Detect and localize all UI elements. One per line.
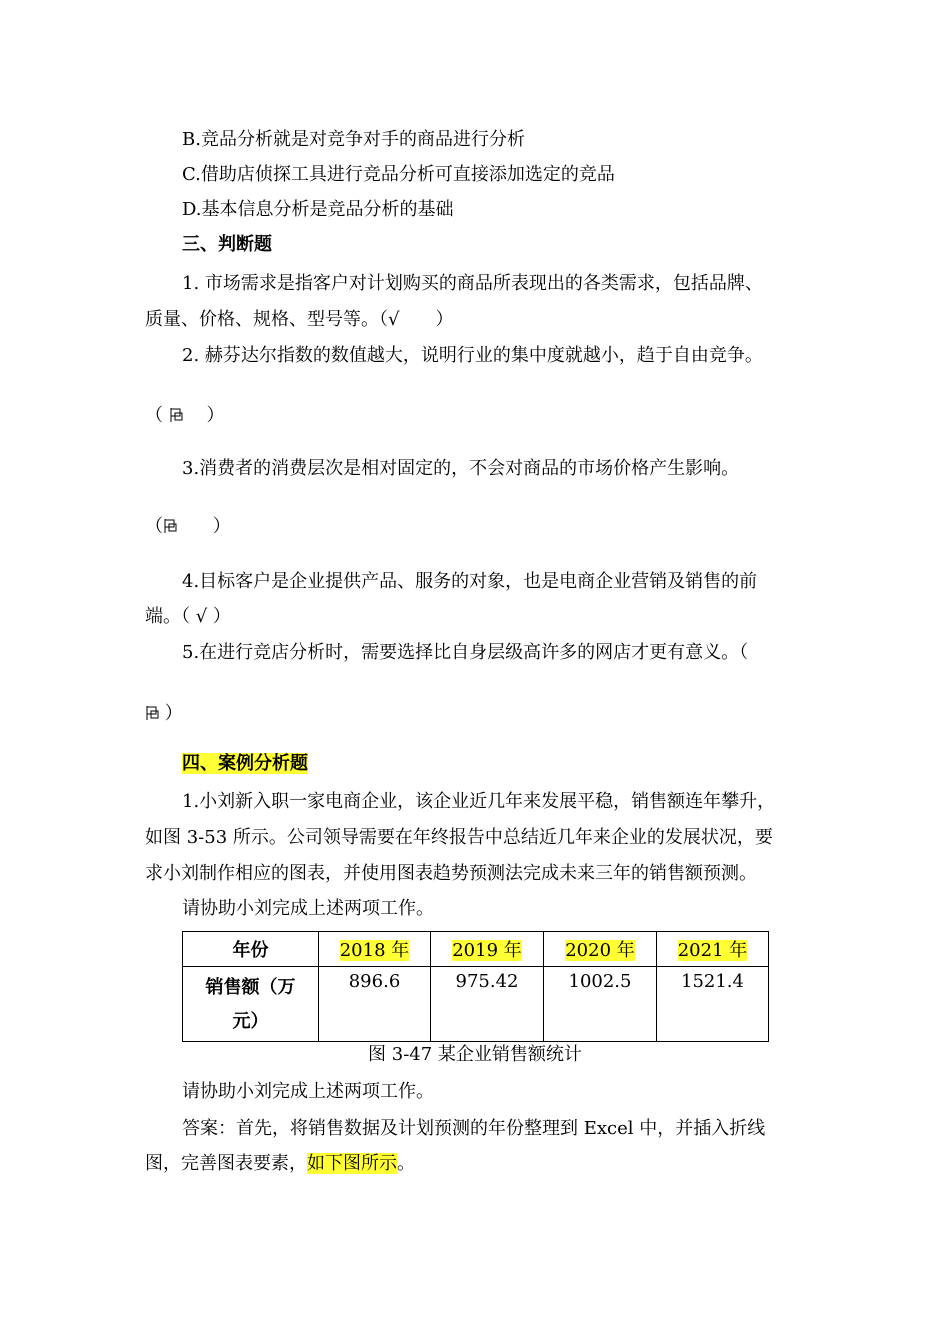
q2-line: 2. 赫芬达尔指数的数值越大，说明行业的集中度就越小，趋于自由竞争。 [182, 345, 763, 366]
q4-line-2: 端。（ √ ） [145, 606, 231, 627]
sales-value-2019: 975.42 [431, 967, 544, 1042]
q4-line-1: 4.目标客户是企业提供产品、服务的对象，也是电商企业营销及销售的前 [182, 571, 758, 592]
answer-line-1: 答案：首先，将销售数据及计划预测的年份整理到 Excel 中，并插入折线 [182, 1118, 766, 1139]
header-year-label: 年份 [183, 932, 319, 967]
q1-line-1: 1. 市场需求是指客户对计划购买的商品所表现出的各类需求，包括品牌、 [182, 273, 763, 294]
q2-answer-close: ） [206, 405, 225, 426]
year-cell [657, 932, 769, 967]
after-table-line: 请协助小刘完成上述两项工作。 [182, 1081, 434, 1102]
year-cell [319, 932, 431, 967]
flag-icon [169, 407, 183, 423]
sales-table [182, 931, 769, 1042]
q2-answer-open: （ [145, 405, 163, 426]
q3-answer-open: （ [145, 516, 163, 537]
section-3-title: 三、判断题 [182, 234, 272, 255]
answer-line-2 [145, 1152, 415, 1176]
q5-answer [145, 702, 183, 726]
q2-answer [145, 404, 224, 428]
case-line-2: 如图 3-53 所示。公司领导需要在年终报告中总结近几年来企业的发展状况，要 [145, 827, 773, 848]
table-row [183, 932, 769, 967]
case-line-4: 请协助小刘完成上述两项工作。 [182, 898, 434, 919]
flag-icon [145, 705, 159, 721]
sales-label [183, 967, 319, 1042]
year-2018: 2018 年 [339, 940, 410, 961]
sales-value-2018: 896.6 [319, 967, 431, 1042]
year-2019: 2019 年 [452, 940, 522, 961]
year-cell [431, 932, 544, 967]
year-2021: 2021 年 [677, 940, 748, 961]
answer-line-2-highlight: 如下图所示 [307, 1153, 397, 1174]
answer-line-2-pre: 图，完善图表要素， [145, 1153, 307, 1174]
case-line-1: 1.小刘新入职一家电商企业，该企业近几年来发展平稳，销售额连年攀升， [182, 791, 776, 812]
table-caption: 图 3-47 某企业销售额统计 [368, 1044, 582, 1065]
option-c: C.借助店侦探工具进行竞品分析可直接添加选定的竞品 [182, 164, 615, 185]
flag-icon [163, 518, 177, 534]
table-row [183, 967, 769, 1042]
year-cell [544, 932, 657, 967]
case-line-3: 求小刘制作相应的图表，并使用图表趋势预测法完成未来三年的销售额预测。 [145, 863, 757, 884]
sales-value-2020: 1002.5 [544, 967, 657, 1042]
answer-line-2-post: 。 [397, 1153, 415, 1174]
sales-value-2021: 1521.4 [657, 967, 769, 1042]
year-2020: 2020 年 [565, 940, 635, 961]
q3-answer [145, 515, 231, 539]
q1-line-2: 质量、价格、规格、型号等。（√ ） [145, 309, 454, 330]
q5-line: 5.在进行竞店分析时，需要选择比自身层级高许多的网店才更有意义。（ [182, 642, 749, 663]
option-b: B.竞品分析就是对竞争对手的商品进行分析 [182, 129, 525, 150]
sales-label-line-2: 元） [232, 1011, 269, 1032]
q5-answer-close: ） [164, 703, 183, 724]
q3-answer-close: ） [212, 516, 231, 537]
q3-line: 3.消费者的消费层次是相对固定的，不会对商品的市场价格产生影响。 [182, 458, 740, 479]
section-4-title-text: 四、案例分析题 [182, 753, 308, 774]
section-4-title [182, 752, 308, 776]
sales-label-line-1: 销售额（万 [205, 977, 296, 998]
option-d: D.基本信息分析是竞品分析的基础 [182, 199, 454, 220]
